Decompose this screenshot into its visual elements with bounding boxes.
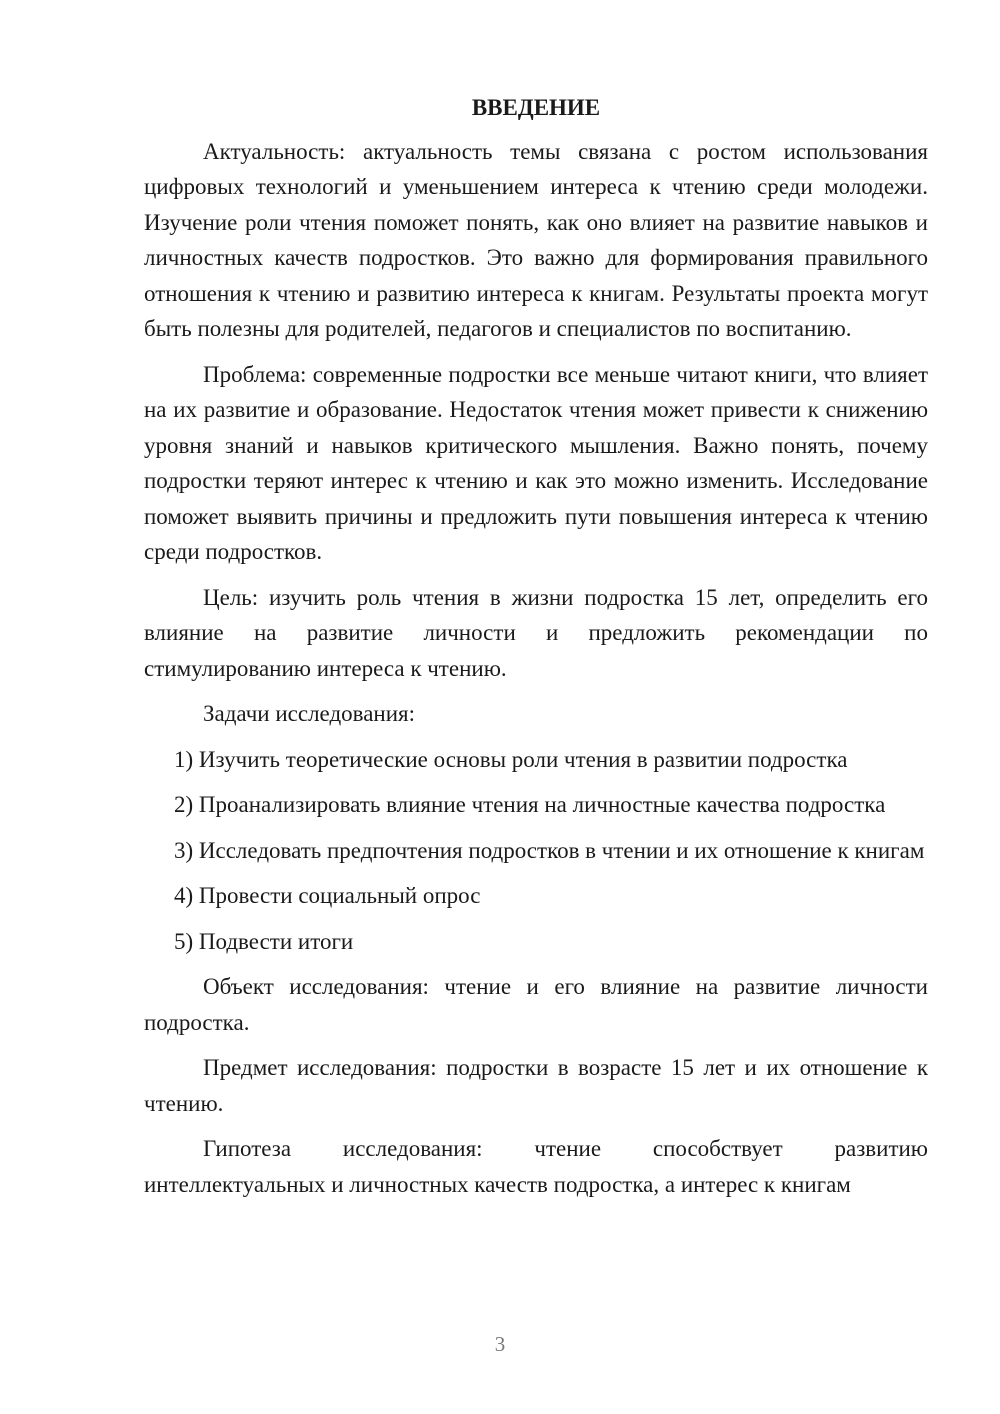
problem-paragraph: Проблема: современные подростки все меньше читают книги, что влияет на их развитие и образование. Недостаток чтения может привести к снижению уровня знаний и навыков критического мышления. Важно понять, почему подростки теряют интерес к чтению и как это можно изменить. Исследование поможет выявить причины и предложить пути повышения интереса к чтению среди подростков. [144,361,928,564]
goal-paragraph: Цель: изучить роль чтения в жизни подростка 15 лет, определить его влияние на развитие личности и предложить рекомендации по стимулированию интереса к чтению. [144,584,928,681]
relevance-paragraph: Актуальность: актуальность темы связана с ростом использования цифровых технологий и уменьшением интереса к чтению среди молодежи. Изучение роли чтения поможет понять, как оно влияет на развитие навыков и личностных качеств подростков. Это важно для формирования правильного отношения к чтению и развитию интереса к книгам. Результаты проекта могут быть полезны для родителей, педагогов и специалистов по воспитанию. [144,138,928,341]
page-title: ВВЕДЕНИЕ [471,95,601,120]
page-number: 3 [494,1332,506,1356]
task-item-5: 5) Подвести итоги [174,928,354,954]
task-item-4: 4) Провести социальный опрос [174,883,481,908]
document-page [144,90,928,1212]
task-item-2: 2) Проанализировать влияние чтения на личностные качества подростка [174,792,886,817]
tasks-heading: Задачи исследования: [203,701,416,726]
subject-paragraph: Предмет исследования: подростки в возрасте 15 лет и их отношение к чтению. [144,1055,928,1116]
object-paragraph: Объект исследования: чтение и его влияние на развитие личности подростка. [144,974,928,1035]
task-item-1: 1) Изучить теоретические основы роли чтения в развитии подростка [174,746,848,772]
hypothesis-paragraph: Гипотеза исследования: чтение способствует развитию интеллектуальных и личностных качеств подростка, а интерес к книгам [144,1136,928,1197]
task-item-3: 3) Исследовать предпочтения подростков в чтении и их отношение к книгам [174,837,925,863]
